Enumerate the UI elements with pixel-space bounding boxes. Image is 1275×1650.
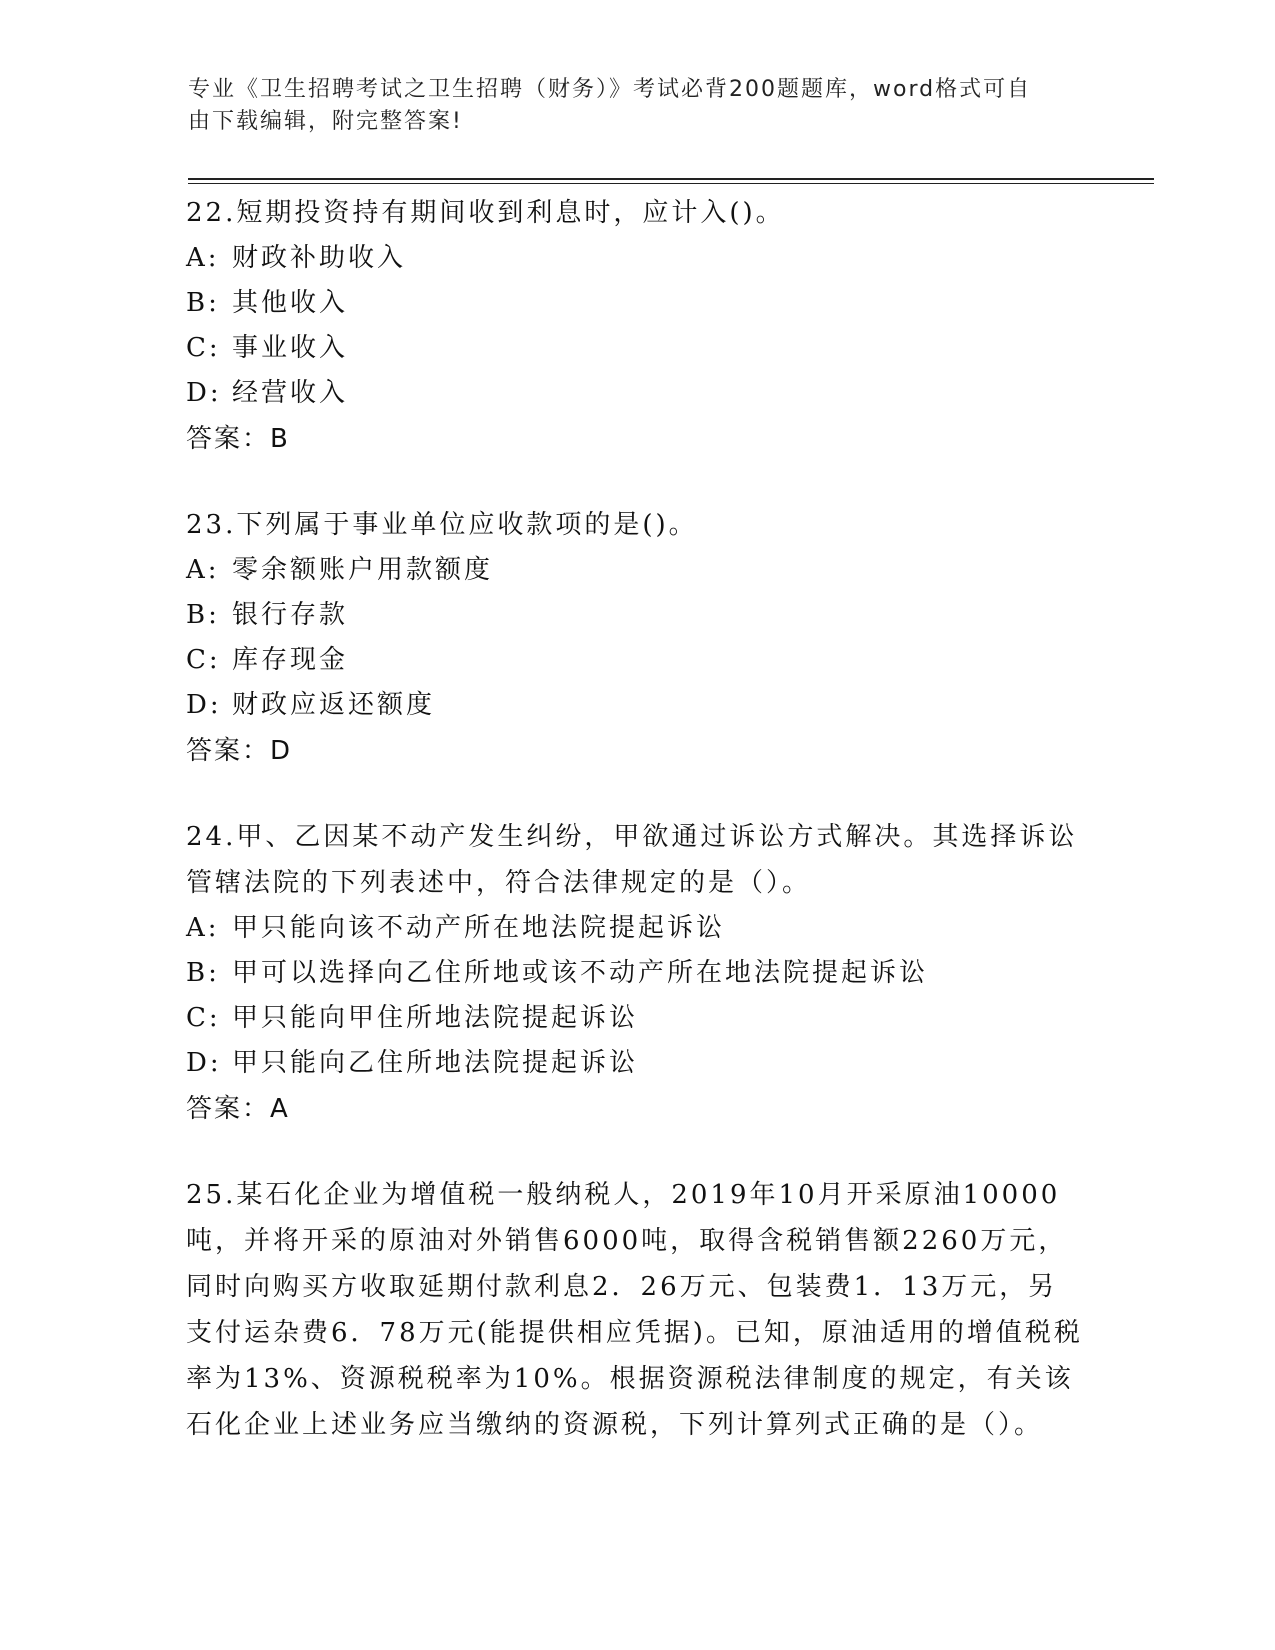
option-b (186, 951, 1086, 996)
option-a (186, 906, 1086, 951)
header-rule-thick (188, 178, 1154, 180)
question-22 (186, 190, 1086, 462)
option-letter: B: (186, 600, 220, 630)
option-c (186, 326, 1086, 371)
option-d (186, 1041, 1086, 1086)
option-letter: A: (186, 555, 220, 585)
option-text: 财政补助收入 (232, 243, 407, 273)
option-letter: C: (186, 333, 221, 363)
answer-label: 答案：A (186, 1094, 290, 1124)
option-letter: D: (186, 378, 222, 408)
option-d (186, 683, 1086, 728)
header-line-1: 专业《卫生招聘考试之卫生招聘（财务）》考试必背200题题库，word格式可自 (188, 77, 1032, 102)
option-text: 其他收入 (232, 288, 349, 318)
option-c (186, 996, 1086, 1041)
option-b (186, 281, 1086, 326)
option-letter: B: (186, 288, 220, 318)
option-a (186, 548, 1086, 593)
option-text: 甲只能向乙住所地法院提起诉讼 (232, 1048, 639, 1078)
question-text: 23.下列属于事业单位应收款项的是()。 (186, 510, 698, 540)
answer-label: 答案：B (186, 424, 290, 454)
question-list (186, 190, 1086, 1488)
option-text: 事业收入 (232, 333, 349, 363)
option-b (186, 593, 1086, 638)
option-text: 银行存款 (232, 600, 349, 630)
answer-label: 答案：D (186, 736, 293, 766)
option-letter: D: (186, 1048, 222, 1078)
question-text: 24.甲、乙因某不动产发生纠纷，甲欲通过诉讼方式解决。其选择诉讼管辖法院的下列表述中，符合法律规定的是（）。 (186, 822, 1078, 898)
option-letter: D: (186, 690, 222, 720)
option-text: 库存现金 (232, 645, 349, 675)
option-text: 甲只能向甲住所地法院提起诉讼 (232, 1003, 639, 1033)
option-letter: B: (186, 958, 220, 988)
question-23 (186, 502, 1086, 774)
option-text: 财政应返还额度 (232, 690, 436, 720)
header-line-2: 由下载编辑，附完整答案! (188, 109, 463, 134)
option-text: 甲可以选择向乙住所地或该不动产所在地法院提起诉讼 (232, 958, 929, 988)
option-a (186, 236, 1086, 281)
option-c (186, 638, 1086, 683)
question-24 (186, 814, 1086, 1132)
option-text: 零余额账户用款额度 (232, 555, 494, 585)
question-text: 22.短期投资持有期间收到利息时，应计入()。 (186, 198, 785, 228)
option-letter: A: (186, 913, 220, 943)
option-letter: C: (186, 645, 221, 675)
document-header (188, 74, 1068, 138)
option-letter: A: (186, 243, 220, 273)
option-d (186, 371, 1086, 416)
header-rule-thin (188, 183, 1154, 184)
option-text: 甲只能向该不动产所在地法院提起诉讼 (232, 913, 726, 943)
option-text: 经营收入 (232, 378, 349, 408)
question-25 (186, 1172, 1086, 1448)
question-text: 25.某石化企业为增值税一般纳税人，2019年10月开采原油10000吨，并将开采的原油对外销售6000吨，取得含税销售额2260万元，同时向购买方收取延期付款利息2．26万元、包装费1．13万元，另支付运杂费6．78万元(能提供相应凭据)。已知，原油适用的增值税税率为13%、资源税税率为10%。根据资源税法律制度的规定，有关该石化企业上述业务应当缴纳的资源税，下列计算列式正确的是（）。 (186, 1180, 1083, 1440)
option-letter: C: (186, 1003, 221, 1033)
